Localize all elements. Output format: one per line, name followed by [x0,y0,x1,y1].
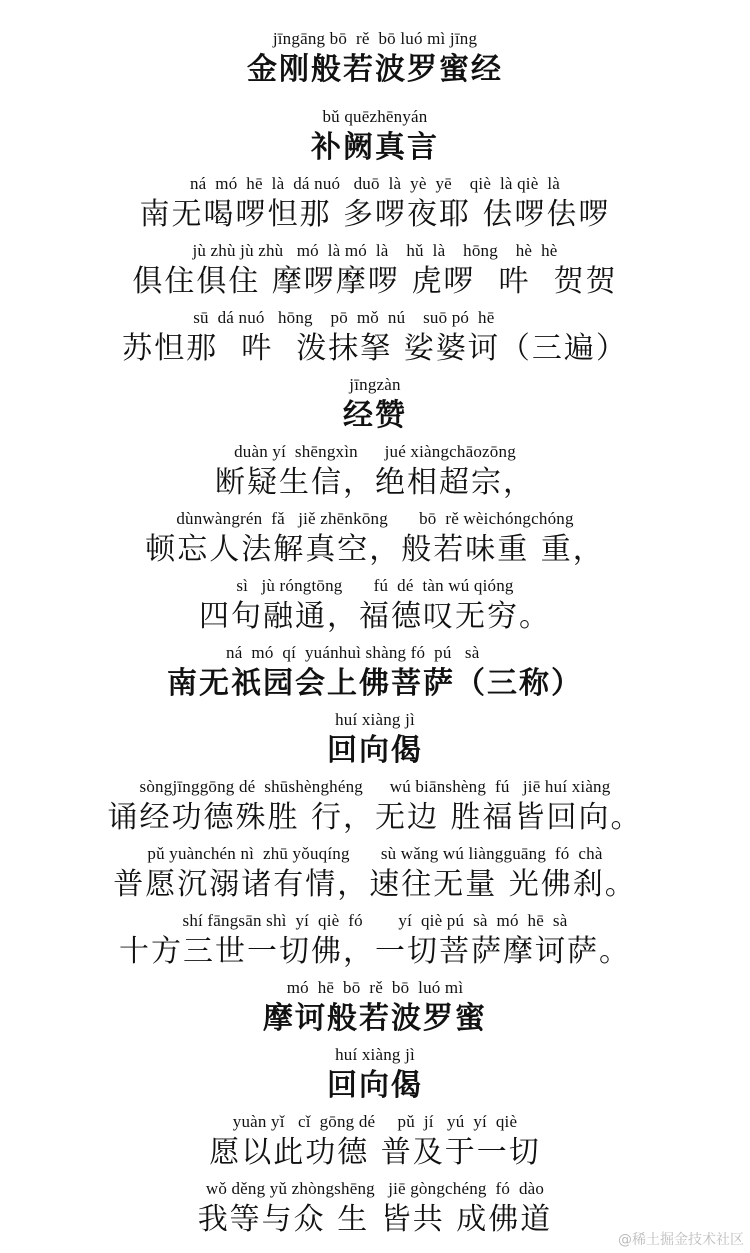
hanzi-line: 苏怛那 吽 泼抹拏 娑婆诃（三遍） [122,331,628,366]
pinyin-line: yuàn yǐ cǐ gōng dé pǔ jí yú yí qiè [232,1112,518,1131]
hanzi-line: 十方三世一切佛，一切菩萨摩诃萨。 [119,934,631,969]
hanzi-line: 我等与众 生 皆共 成佛道 [197,1202,553,1237]
pinyin-line: sì jù róngtōng fú dé tàn wú qióng [236,576,514,595]
section-heading [0,22,750,89]
verse-line [0,502,750,569]
verse-line [0,904,750,971]
verse-line [0,167,750,234]
hanzi-line: 金刚般若波罗蜜经 [247,52,503,87]
section-heading [0,1038,750,1105]
hanzi-line: 俱住俱住 摩啰摩啰 虎啰 吽 贺贺 [132,264,618,299]
hanzi-line: 补阙真言 [311,130,439,165]
section-heading [0,100,750,167]
watermark: @稀土掘金技术社区 [618,1232,744,1248]
verse-line [0,234,750,301]
hanzi-line: 南无喝啰怛那 多啰夜耶 佉啰佉啰 [139,197,611,232]
pinyin-line: jù zhù jù zhù mó là mó là hǔ là hōng hè hè [192,241,558,260]
verse-line [0,301,750,368]
verse-line [0,435,750,502]
hanzi-line: 四句融通，福德叹无穷。 [199,599,551,634]
pinyin-line: pǔ yuànchén nì zhū yǒuqíng sù wǎng wú liàngguāng fó chà [147,844,603,863]
hanzi-line: 诵经功德殊胜 行，无边 胜福皆回向。 [107,800,643,835]
verse-line [0,837,750,904]
section-heading [0,636,750,703]
pinyin-line: huí xiàng jì [335,1045,415,1064]
section-heading [0,971,750,1038]
hanzi-line: 摩诃般若波罗蜜 [263,1001,487,1036]
hanzi-line: 回向偈 [327,1068,423,1103]
pinyin-line: bǔ quēzhēnyán [322,107,428,126]
hanzi-line: 愿以此功德 普及于一切 [209,1135,541,1170]
verse-line [0,569,750,636]
hanzi-line: 回向偈 [327,733,423,768]
pinyin-line: ná mó hē là dá nuó duō là yè yē qiè là qiè là [189,174,561,193]
section-heading [0,368,750,435]
pinyin-line: mó hē bō rě bō luó mì [286,978,464,997]
hanzi-line: 经赞 [343,398,407,433]
pinyin-line: dùnwàngrén fǎ jiě zhēnkōng bō rě wèichóngchóng [176,509,574,528]
hanzi-line: 断疑生信，绝相超宗， [215,465,535,500]
hanzi-line: 南无祇园会上佛菩萨（三称） [167,666,583,701]
pinyin-line: sòngjīnggōng dé shūshènghéng wú biānshèng fú jiē huí xiàng [139,777,611,796]
pinyin-line: wǒ děng yǔ zhòngshēng jiē gòngchéng fó dào [205,1179,545,1198]
hanzi-line: 顿忘人法解真空，般若味重 重， [145,532,605,567]
pinyin-line: shí fāngsān shì yí qiè fó yí qiè pú sà mó hē sà [182,911,568,930]
hanzi-line: 普愿沉溺诸有情，速往无量 光佛刹。 [113,867,637,902]
pinyin-line: jīngzàn [349,375,401,394]
verse-line [0,770,750,837]
pinyin-line: huí xiàng jì [335,710,415,729]
verse-line [0,1105,750,1172]
pinyin-line: jīngāng bō rě bō luó mì jīng [272,29,478,48]
section-heading [0,703,750,770]
pinyin-line: ná mó qí yuánhuì shàng fó pú sà [226,643,524,662]
pinyin-line: sū dá nuó hōng pō mǒ nú suō pó hē [193,308,557,327]
pinyin-line: duàn yí shēngxìn jué xiàngchāozōng [234,442,516,461]
